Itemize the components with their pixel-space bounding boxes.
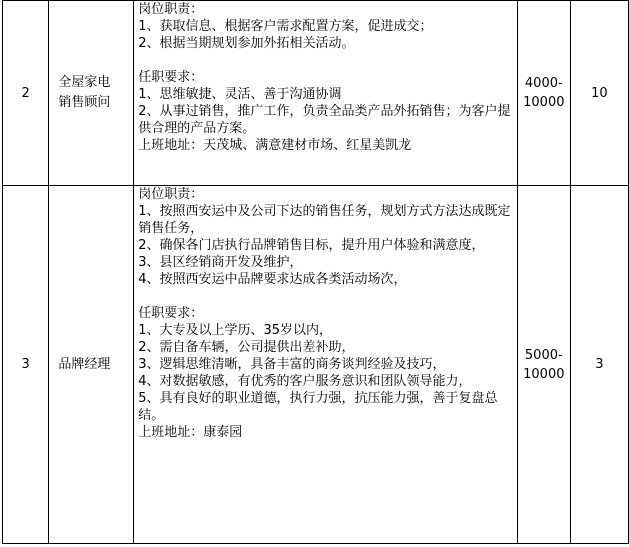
headcount-cell: 3 [570, 186, 628, 544]
salary-line: 5000- [524, 347, 563, 363]
blank-line [138, 288, 513, 305]
duty-item: 4、按照西安运中品牌要求达成各类活动场次， [138, 272, 407, 287]
position-name-line: 销售顾问 [58, 95, 111, 110]
salary-line: 10000 [523, 366, 565, 382]
headcount-cell: 10 [570, 1, 628, 186]
requirement-item: 1、大专及以上学历、35岁以内， [138, 323, 333, 338]
row-number-cell: 3 [3, 186, 49, 544]
duty-item: 2、根据当期规划参加外拓相关活动。 [138, 36, 355, 51]
job-table [2, 0, 629, 544]
requirement-item: 4、对数据敏感，有优秀的客户服务意识和团队领导能力， [138, 374, 472, 389]
requirement-item: 3、逻辑思维清晰，具备丰富的商务谈判经验及技巧， [138, 357, 446, 372]
duty-item: 3、县区经销商开发及维护， [138, 255, 303, 270]
requirement-item: 2、需自备车辆，公司提供出差补助， [138, 340, 355, 355]
requirements-title: 任职要求： [138, 306, 204, 321]
row-number-cell: 2 [3, 1, 49, 186]
duties-title: 岗位职责： [138, 2, 204, 17]
requirements-title: 任职要求： [138, 70, 204, 85]
blank-line [138, 52, 513, 69]
work-address: 上班地址：康泰园 [138, 425, 243, 440]
table-row [3, 1, 629, 186]
duty-item: 2、确保各门店执行品牌销售目标，提升用户体验和满意度， [138, 238, 485, 253]
position-cell [49, 186, 134, 544]
description-cell [134, 186, 518, 544]
position-name-line: 品牌经理 [58, 356, 111, 372]
position-cell [49, 1, 134, 186]
duty-item: 1、按照西安运中及公司下达的销售任务，规划方式方法达成既定销售任务， [138, 204, 511, 236]
duty-item: 1、获取信息、根据客户需求配置方案，促进成交； [138, 19, 433, 34]
salary-line: 4000- [524, 76, 563, 91]
salary-line: 10000 [523, 95, 565, 110]
salary-cell [517, 186, 570, 544]
requirement-item: 2、从事过销售，推广工作，负责全品类产品外拓销售；为客户提供合理的产品方案。 [138, 104, 511, 136]
description-cell [134, 1, 518, 186]
position-name-line: 全屋家电 [58, 75, 111, 90]
table-row [3, 186, 629, 544]
salary-cell [517, 1, 570, 186]
requirement-item: 1、思维敏捷、灵活、善于沟通协调 [138, 87, 342, 102]
duties-title: 岗位职责： [138, 187, 204, 202]
work-address: 上班地址：天茂城、满意建材市场、红星美凯龙 [138, 138, 412, 153]
requirement-item: 5、具有良好的职业道德，执行力强，抗压能力强，善于复盘总结。 [138, 391, 498, 423]
